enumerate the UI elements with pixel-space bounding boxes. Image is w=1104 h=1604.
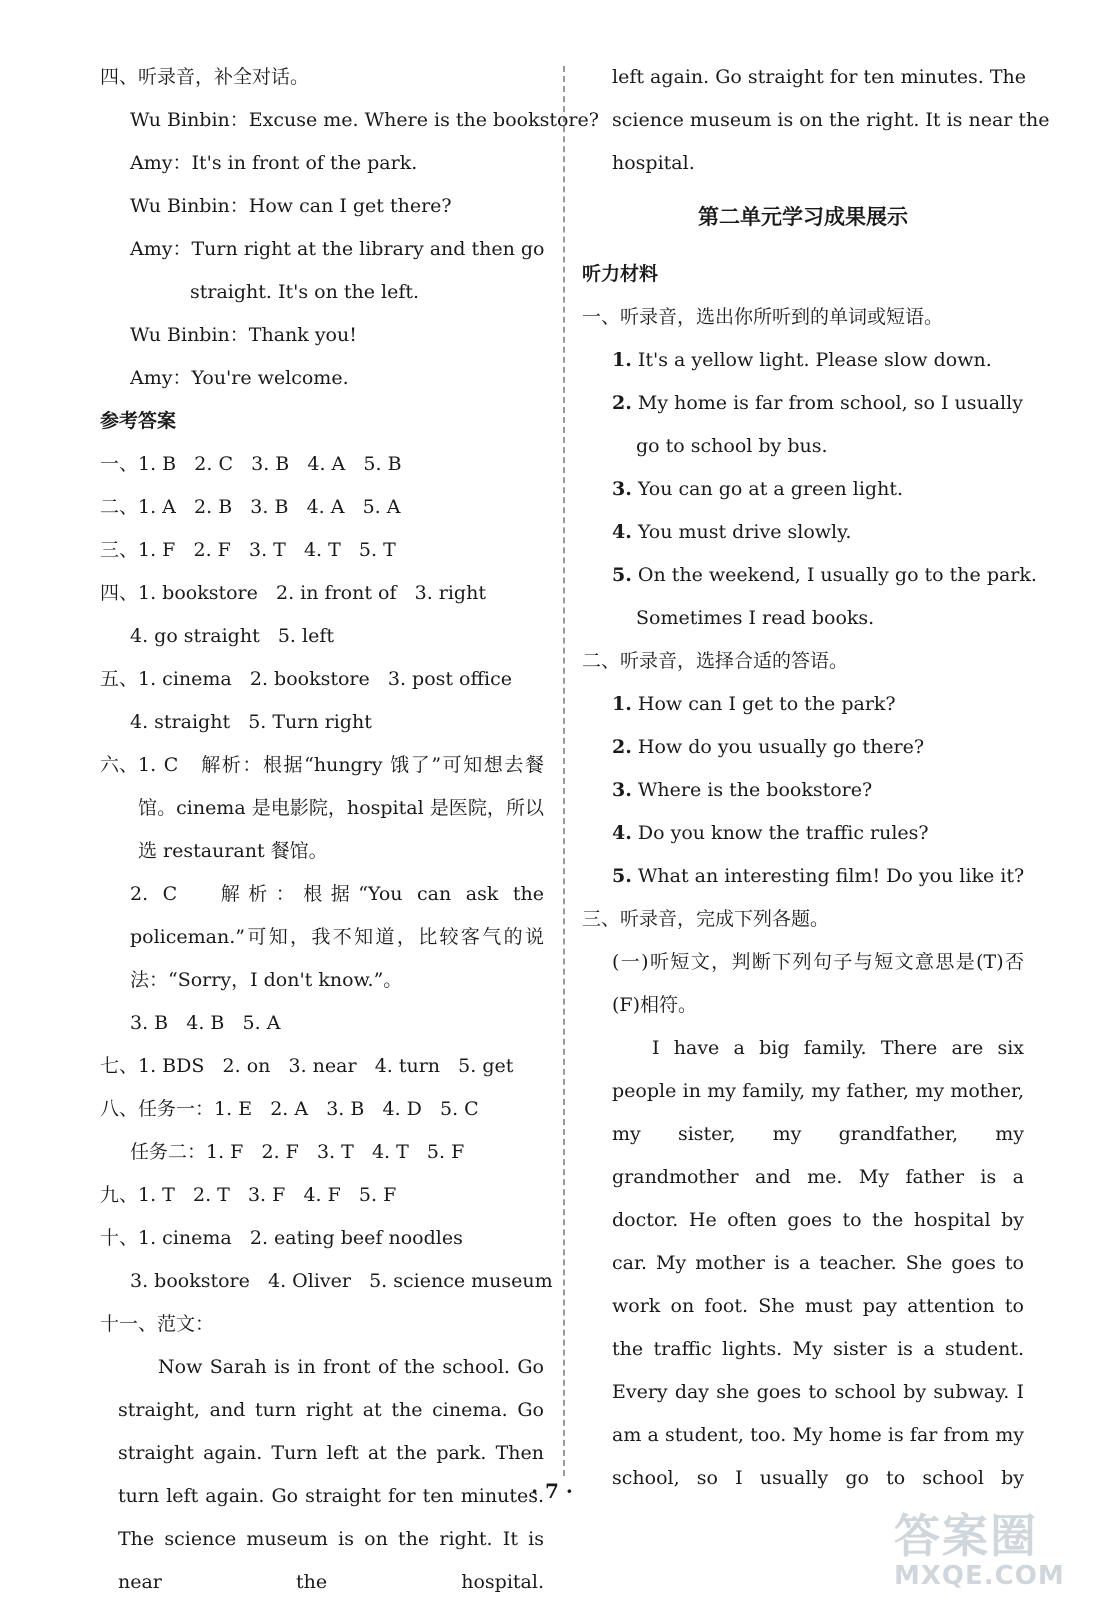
listening-heading: 听力材料 (582, 263, 659, 285)
passage: I have a big family. There are six people in my family, my father, my mother, my sister, my grandfather, my grandmother and me. My father is a doctor. He often goes to the hospital by car. My mother is a teacher. She goes to work on foot. She must pay attention to the traffic lights. My sister is a student. Every day she goes to school by subway. I am a student, too. My home is far from my school, so I usually go to school by (612, 1037, 1024, 1489)
answer-row-10: 十、1. cinema 2. eating beef noodles (100, 1227, 463, 1249)
section-2-heading: 二、听录音，选择合适的答语。 (582, 650, 849, 672)
answer-row-10-cont: 3. bookstore 4. Oliver 5. science museum (130, 1270, 553, 1292)
list-item: 4. Do you know the traffic rules? (612, 822, 929, 844)
answer-6-q2: 2. C 解析：根据“You can ask the policeman.”可知，我不知道，比较客气的说法：“Sorry，I don't know.”。 (130, 883, 544, 991)
answer-row-1: 一、1. B 2. C 3. B 4. A 5. B (100, 453, 402, 475)
answer-6-rest: 3. B 4. B 5. A (130, 1012, 281, 1034)
answer-row-8-task1: 八、任务一：1. E 2. A 3. B 4. D 5. C (100, 1098, 479, 1120)
list-item: 1. It's a yellow light. Please slow down. (612, 349, 992, 371)
column-divider (563, 66, 565, 1476)
list-item: 5. What an interesting film! Do you like it? (612, 865, 1025, 887)
dialogue-line: Amy：It's in front of the park. (130, 152, 418, 174)
answer-row-2: 二、1. A 2. B 3. B 4. A 5. A (100, 496, 401, 518)
right-column (582, 56, 1050, 1489)
unit-title: 第二单元学习成果展示 (698, 204, 908, 229)
dialogue-line: Amy：You're welcome. (130, 367, 349, 389)
answers-heading: 参考答案 (100, 410, 177, 432)
list-item: 3. Where is the bookstore? (612, 779, 873, 801)
dialogue-line: Amy：Turn right at the library and then go (130, 238, 545, 260)
list-item: 1. How can I get to the park? (612, 693, 896, 715)
answer-row-4-cont: 4. go straight 5. left (130, 625, 334, 647)
essay-continuation: hospital. (612, 152, 695, 174)
dialogue-line: Wu Binbin：Thank you! (130, 324, 357, 346)
answer-row-11: 十一、范文： (100, 1313, 215, 1335)
list-item: 2. How do you usually go there? (612, 736, 925, 758)
dialogue-line: Wu Binbin：Excuse me. Where is the bookstore? (130, 109, 599, 131)
answer-6-q1: 1. C 解析：根据“hungry 饿了”可知想去餐馆。cinema 是电影院，hospital 是医院，所以选 restaurant 餐馆。 (138, 754, 544, 862)
watermark-mark: 答案圈 (894, 1509, 1038, 1563)
section-3-heading: 三、听录音，完成下列各题。 (582, 908, 830, 930)
essay-continuation: science museum is on the right. It is near the (612, 109, 1050, 131)
list-item: 5. On the weekend, I usually go to the park. (612, 564, 1037, 586)
watermark-url: MXQE.COM (894, 1561, 1065, 1591)
answer-row-8-task2: 任务二：1. F 2. F 3. T 4. T 5. F (130, 1141, 465, 1163)
answer-row-7: 七、1. BDS 2. on 3. near 4. turn 5. get (100, 1055, 514, 1077)
answer-row-9: 九、1. T 2. T 3. F 4. F 5. F (100, 1184, 397, 1206)
section-1-heading: 一、听录音，选出你所听到的单词或短语。 (582, 306, 944, 328)
list-item: 4. You must drive slowly. (612, 521, 852, 543)
answer-row-3: 三、1. F 2. F 3. T 4. T 5. T (100, 539, 396, 561)
dialogue-line: Wu Binbin：How can I get there? (130, 195, 452, 217)
list-item-cont: Sometimes I read books. (636, 607, 875, 629)
dialogue-line-cont: straight. It's on the left. (190, 281, 420, 303)
answer-row-5-cont: 4. straight 5. Turn right (130, 711, 372, 733)
watermark-logo (894, 1509, 1074, 1591)
list-item: 2. My home is far from school, so I usually (612, 392, 1023, 414)
list-item: 3. You can go at a green light. (612, 478, 903, 500)
page-number: · 7 · (531, 1479, 573, 1503)
list-item-cont: go to school by bus. (636, 435, 828, 457)
dialogue-heading: 四、听录音，补全对话。 (100, 66, 310, 88)
model-essay: Now Sarah is in front of the school. Go straight, and turn right at the cinema. Go straight again. Turn left at the park. Then turn left again. Go straight for ten minutes. The science museum is on the right. It is near the hospital. (118, 1356, 544, 1593)
section-3-sub: (一)听短文，判断下列句子与短文意思是(T)否(F)相符。 (612, 951, 1024, 1016)
answer-row-4: 四、1. bookstore 2. in front of 3. right (100, 582, 486, 604)
answer-row-5: 五、1. cinema 2. bookstore 3. post office (100, 668, 512, 690)
left-column (100, 56, 599, 1593)
answer-row-6: 六、 1. C 解析：根据“hungry 饿了”可知想去餐馆。cinema 是电影院，hospital 是医院，所以选 restaurant 餐馆。 (100, 744, 544, 873)
essay-continuation: left again. Go straight for ten minutes. The (612, 66, 1027, 88)
